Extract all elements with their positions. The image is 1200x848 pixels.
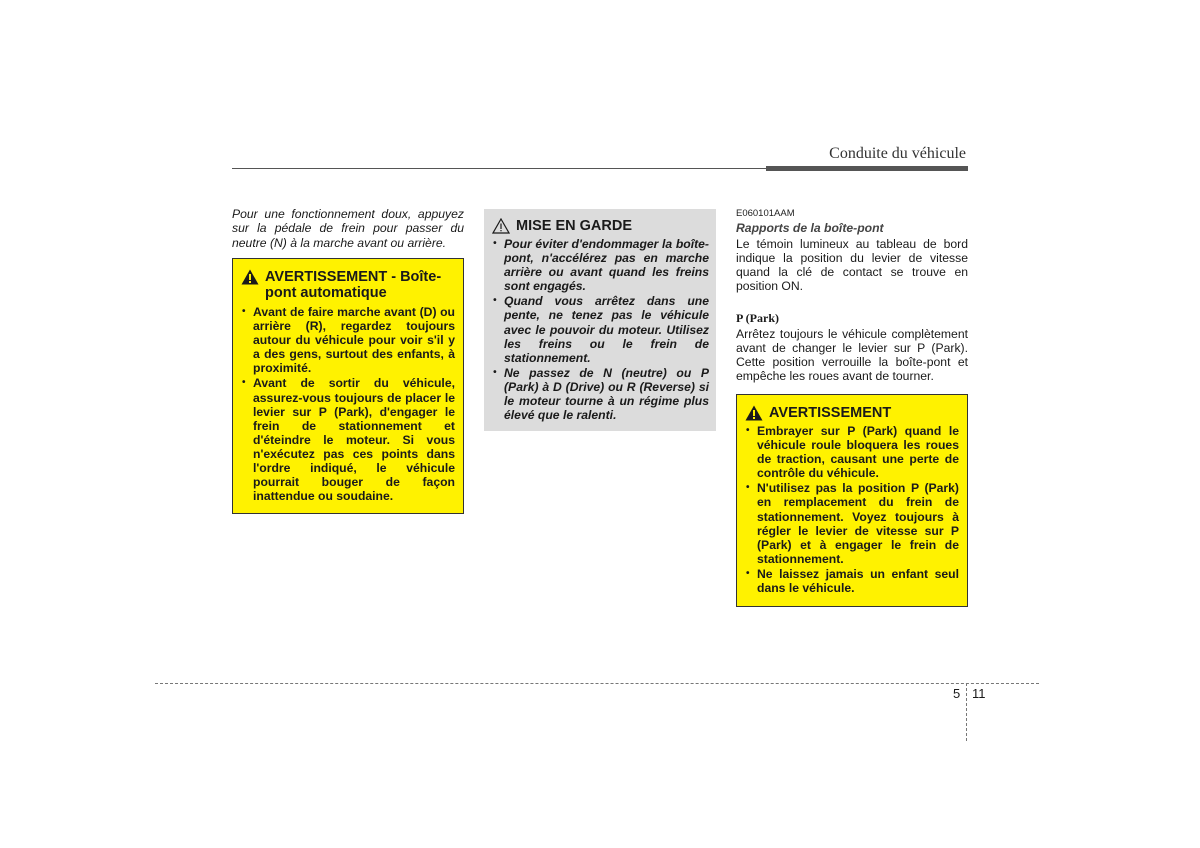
intro-paragraph: Pour une fonctionnement doux, appuyez sur la pédale de frein pour passer du neutre (N) à la marche avant ou arrière. bbox=[232, 207, 464, 250]
caution-list bbox=[492, 237, 709, 422]
warning-triangle-icon bbox=[745, 405, 763, 421]
warning-box-header bbox=[241, 269, 455, 301]
warning-list bbox=[745, 424, 959, 595]
list-item: • Quand vous arrêtez dans une pente, ne tenez pas le véhicule avec le pouvoir du moteur. Utilisez les freins ou le frein de stationnement. bbox=[492, 294, 709, 364]
warning-box-title: AVERTISSEMENT bbox=[769, 405, 892, 421]
section-number: 5 bbox=[953, 686, 961, 701]
header-accent-bar bbox=[766, 166, 968, 171]
caution-box-header bbox=[492, 218, 709, 234]
list-item: • Pour éviter d'endommager la boîte-pont, n'accélérez pas en marche arrière ou avant quand les freins sont engagés. bbox=[492, 237, 709, 293]
list-item: • Avant de faire marche avant (D) ou arrière (R), regardez toujours autour du véhicule pour voir s'il y a des gens, surtout des enfants, à proximité. bbox=[241, 305, 455, 375]
gear-positions-paragraph: Le témoin lumineux au tableau de bord indique la position du levier de vitesse quand la clé de contact se trouve en position ON. bbox=[736, 237, 968, 294]
warning-box-transaxle bbox=[232, 258, 464, 514]
warning-box-title: AVERTISSEMENT - Boîte- pont automatique bbox=[265, 269, 442, 301]
caution-box bbox=[484, 209, 716, 431]
list-item: • Ne laissez jamais un enfant seul dans le véhicule. bbox=[745, 567, 959, 595]
warning-box-header bbox=[745, 405, 959, 421]
list-item: • N'utilisez pas la position P (Park) en remplacement du frein de stationnement. Voyez toujours à régler le levier de vitesse sur P (Park) et à engager le frein de stationnement. bbox=[745, 481, 959, 566]
caution-triangle-icon bbox=[492, 218, 510, 234]
park-heading: P (Park) bbox=[736, 311, 779, 325]
footer-vertical-rule bbox=[966, 683, 967, 741]
section-code: E060101AAM bbox=[736, 208, 795, 219]
warning-list bbox=[241, 305, 455, 503]
warning-box-park bbox=[736, 394, 968, 607]
list-item: • Ne passez de N (neutre) ou P (Park) à D (Drive) ou R (Reverse) si le moteur tourne à un régime plus élevé que le ralenti. bbox=[492, 366, 709, 422]
page-header-title: Conduite du véhicule bbox=[829, 145, 966, 162]
page-number: 11 bbox=[972, 686, 986, 701]
park-paragraph: Arrêtez toujours le véhicule complètement avant de changer le levier sur P (Park). Cette position verrouille la boîte-pont et empêche les roues avant de tourner. bbox=[736, 327, 968, 384]
caution-box-title: MISE EN GARDE bbox=[516, 218, 633, 234]
list-item: • Avant de sortir du véhicule, assurez-vous toujours de placer le levier sur P (Park), d'engager le frein de stationnement et d'éteindre le moteur. Si vous n'exécutez pas ces points dans l'ordre indiqué, le véhicule pourrait bouger de façon inattendue ou soudaine. bbox=[241, 376, 455, 503]
footer-dashed-rule bbox=[155, 683, 1039, 684]
warning-triangle-icon bbox=[241, 269, 259, 285]
section-subheading: Rapports de la boîte-pont bbox=[736, 221, 884, 235]
list-item: • Embrayer sur P (Park) quand le véhicule roule bloquera les roues de traction, causant une perte de contrôle du véhicule. bbox=[745, 424, 959, 480]
